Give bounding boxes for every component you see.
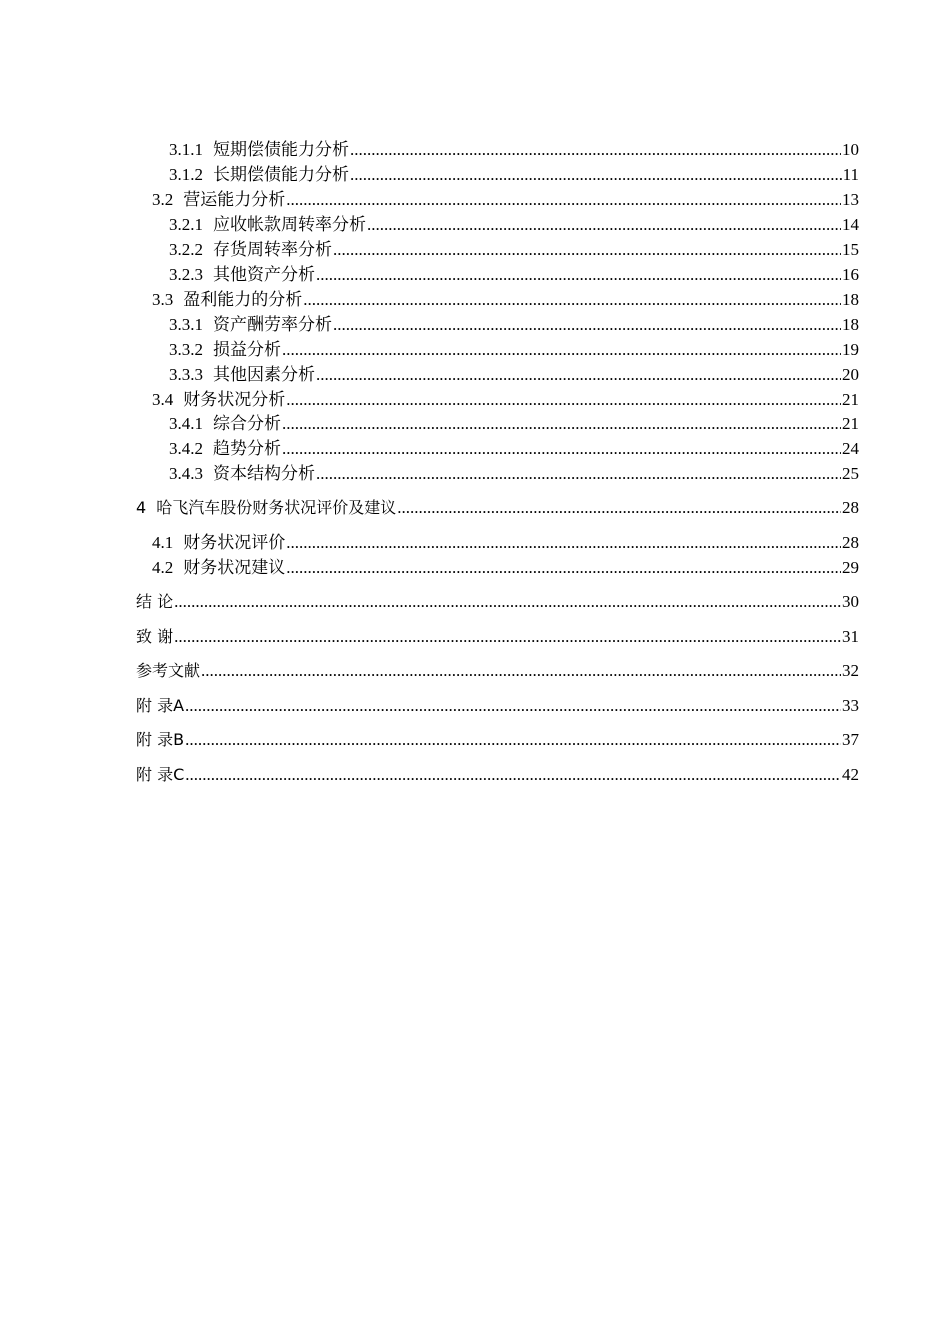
toc-entry-page: 21	[842, 390, 859, 409]
toc-entry-title: 附 录A	[136, 696, 185, 715]
toc-dot-leader	[286, 188, 841, 212]
toc-entry-title: 财务状况评价	[183, 533, 286, 552]
toc-entry-page: 11	[842, 165, 859, 184]
toc-entry-number: 3.1.2	[169, 165, 203, 184]
toc-entry-title: 损益分析	[213, 340, 281, 359]
toc-entry-page: 32	[842, 661, 859, 680]
toc-entry-title: 致 谢	[136, 627, 174, 646]
toc-entry-number: 3.4.2	[169, 439, 203, 458]
toc-entry-number: 3.3.1	[169, 315, 203, 334]
toc-entry-title: 资本结构分析	[213, 464, 315, 483]
toc-entry-title: 资产酬劳率分析	[213, 315, 332, 334]
toc-entry[interactable]	[136, 288, 859, 312]
toc-entry[interactable]	[136, 313, 859, 337]
toc-entry-page: 33	[842, 696, 859, 715]
toc-entry-page: 24	[842, 439, 859, 458]
toc-entry-title: 其他因素分析	[213, 365, 315, 384]
toc-entry-references[interactable]	[136, 659, 859, 683]
toc-entry-page: 18	[842, 290, 859, 309]
toc-entry-number: 4.2	[152, 558, 174, 577]
toc-entry-title: 结 论	[136, 592, 174, 611]
toc-entry-number: 4	[136, 498, 147, 517]
toc-entry-title: 趋势分析	[213, 439, 281, 458]
toc-entry-title: 营运能力分析	[183, 190, 286, 209]
toc-entry-acknowledgements[interactable]	[136, 625, 859, 649]
toc-entry-title: 综合分析	[213, 414, 281, 433]
toc-entry[interactable]	[136, 531, 859, 555]
toc-entry-page: 29	[842, 558, 859, 577]
toc-dot-leader	[286, 388, 841, 412]
toc-dot-leader	[367, 213, 841, 237]
toc-entry-page: 28	[842, 498, 859, 517]
toc-entry-page: 37	[842, 730, 859, 749]
toc-entry-conclusion[interactable]	[136, 590, 859, 614]
toc-entry[interactable]	[136, 363, 859, 387]
toc-entry-page: 42	[842, 765, 859, 784]
toc-entry-number: 3.1.1	[169, 140, 203, 159]
toc-dot-leader	[350, 163, 842, 187]
toc-dot-leader	[282, 338, 841, 362]
toc-entry[interactable]	[136, 238, 859, 262]
toc-entry-page: 15	[842, 240, 859, 259]
toc-entry-title: 财务状况分析	[183, 390, 286, 409]
toc-entry-number: 3.2.1	[169, 215, 203, 234]
toc-dot-leader	[333, 313, 841, 337]
toc-entry-number: 3.3.3	[169, 365, 203, 384]
toc-dot-leader	[174, 625, 841, 649]
toc-entry-appendix-c[interactable]	[136, 763, 859, 787]
toc-dot-leader	[316, 462, 841, 486]
toc-entry[interactable]	[136, 437, 859, 461]
toc-dot-leader	[333, 238, 841, 262]
toc-entry-page: 13	[842, 190, 859, 209]
toc-entry-page: 14	[842, 215, 859, 234]
toc-entry-title: 应收帐款周转率分析	[213, 215, 366, 234]
toc-entry[interactable]	[136, 412, 859, 436]
toc-dot-leader	[282, 412, 841, 436]
toc-entry-page: 25	[842, 464, 859, 483]
toc-dot-leader	[185, 763, 841, 787]
toc-entry[interactable]	[136, 163, 859, 187]
toc-entry-page: 28	[842, 533, 859, 552]
toc-entry-chapter[interactable]	[136, 496, 859, 520]
toc-entry[interactable]	[136, 213, 859, 237]
toc-entry-title: 其他资产分析	[213, 265, 315, 284]
toc-entry-page: 16	[842, 265, 859, 284]
toc-entry-title: 长期偿债能力分析	[213, 165, 349, 184]
toc-dot-leader	[185, 728, 841, 752]
toc-entry-number: 3.4	[152, 390, 174, 409]
toc-dot-leader	[350, 138, 841, 162]
toc-entry-page: 31	[842, 627, 859, 646]
toc-dot-leader	[174, 590, 841, 614]
toc-dot-leader	[201, 659, 841, 683]
toc-entry-title: 参考文献	[136, 661, 201, 680]
toc-entry-page: 30	[842, 592, 859, 611]
toc-entry-title: 短期偿债能力分析	[213, 140, 349, 159]
toc-dot-leader	[286, 531, 841, 555]
toc-entry-title: 附 录B	[136, 730, 185, 749]
toc-entry[interactable]	[136, 462, 859, 486]
toc-entry-number: 4.1	[152, 533, 174, 552]
toc-dot-leader	[286, 556, 841, 580]
toc-entry-title: 盈利能力的分析	[183, 290, 303, 309]
toc-entry-number: 3.4.3	[169, 464, 203, 483]
toc-dot-leader	[397, 496, 841, 520]
toc-entry[interactable]	[136, 338, 859, 362]
toc-dot-leader	[303, 288, 841, 312]
toc-entry-title: 哈飞汽车股份财务状况评价及建议	[156, 498, 397, 517]
toc-entry-page: 19	[842, 340, 859, 359]
toc-entry[interactable]	[136, 388, 859, 412]
toc-dot-leader	[185, 694, 841, 718]
toc-entry-number: 3.2.2	[169, 240, 203, 259]
toc-entry-page: 21	[842, 414, 859, 433]
toc-entry-page: 20	[842, 365, 859, 384]
toc-dot-leader	[282, 437, 841, 461]
toc-dot-leader	[316, 363, 841, 387]
toc-entry-number: 3.2.3	[169, 265, 203, 284]
toc-entry-title: 存货周转率分析	[213, 240, 332, 259]
toc-dot-leader	[316, 263, 841, 287]
toc-entry-number: 3.3.2	[169, 340, 203, 359]
toc-entry-title: 附 录C	[136, 765, 185, 784]
toc-entry-title: 财务状况建议	[183, 558, 286, 577]
toc-entry-number: 3.3	[152, 290, 174, 309]
toc-entry[interactable]	[136, 188, 859, 212]
toc-entry-number: 3.4.1	[169, 414, 203, 433]
toc-entry-appendix-a[interactable]	[136, 694, 859, 718]
toc-entry-page: 18	[842, 315, 859, 334]
toc-entry[interactable]	[136, 138, 859, 162]
toc-entry[interactable]	[136, 556, 859, 580]
toc-entry-page: 10	[842, 140, 859, 159]
toc-entry-number: 3.2	[152, 190, 174, 209]
toc-entry[interactable]	[136, 263, 859, 287]
toc-entry-appendix-b[interactable]	[136, 728, 859, 752]
